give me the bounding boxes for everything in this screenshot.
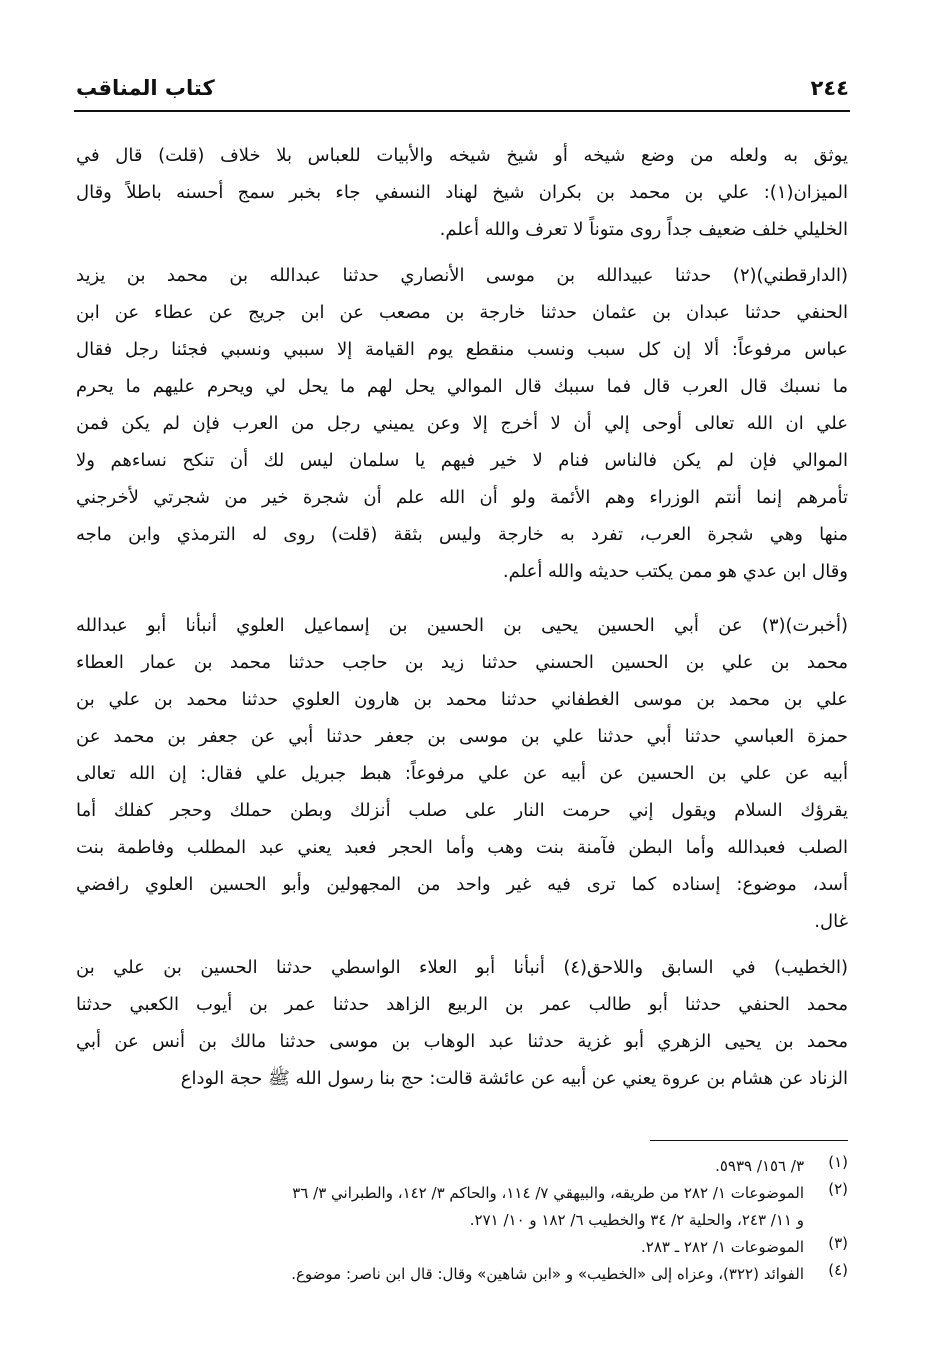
text-line: الموالي فإن لم يكن فالناس فنام لا خير فيهم يا سلمان ليس لك أن تنكح نساءهم ولا — [76, 450, 848, 471]
text-line: الميزان(١): علي بن محمد بن بكران شيخ لهناد النسفي جاء بخبر سمج أحسنه باطلاً وقال — [76, 182, 848, 203]
text-line: (الدارقطني)(٢) حدثنا عبيدالله بن موسى الأنصاري حدثنا عبدالله بن محمد بن يزيد — [76, 265, 848, 286]
header-rule — [74, 110, 850, 112]
text-line: الحنفي حدثنا عبدان بن عثمان حدثنا خارجة بن مصعب عن ابن جريج عن عطاء عن ابن — [76, 302, 848, 323]
text-line: تأمرهم إنما أنتم الوزراء وهم الأئمة ولو أن الله علم أن شجرة خير من شجرتي لأخرجني — [76, 487, 848, 508]
footnote-line: الفوائد (٣٢٢)، وعزاه إلى «الخطيب» و «ابن شاهين» وقال: قال ابن ناصر: موضوع. — [291, 1265, 804, 1283]
text-line: (الخطيب) في السابق واللاحق(٤) أنبأنا أبو العلاء الواسطي حدثنا الحسين بن علي بن — [76, 957, 848, 978]
text-line: الصلب فعبدالله وأما البطن فآمنة بنت وهب وأما الحجر فعبد يعني عبد المطلب وفاطمة بنت — [76, 837, 848, 858]
footnote-text — [76, 1261, 804, 1288]
text-line: ما نسبك قال العرب قال فما سببك قال الموالي يحل لهم ما يحل لي ويحرم عليهم ما يحرم — [76, 376, 848, 397]
footnote-line: ٣/ ١٥٦/ ٥٩٣٩. — [715, 1157, 804, 1175]
footnote-text — [76, 1180, 804, 1234]
paragraph — [76, 949, 848, 1097]
text-line: الزناد عن هشام بن عروة يعني عن أبيه عن عائشة قالت: حج بنا رسول الله ﷺ حجة الوداع — [180, 1068, 848, 1089]
page-number: ٢٤٤ — [810, 76, 849, 100]
footnote-number: (١) — [828, 1153, 848, 1171]
footnotes — [76, 1153, 848, 1288]
text-line: علي بن محمد بن موسى الغطفاني حدثنا محمد بن هارون العلوي حدثنا محمد بن علي بن — [76, 689, 848, 710]
text-line: محمد بن يحيى الزهري أبو غزية حدثنا عبد الوهاب بن موسى حدثنا مالك بن أنس عن أبي — [76, 1031, 848, 1052]
footnote-number: (٣) — [828, 1234, 848, 1252]
paragraph — [76, 257, 848, 590]
footnote-separator — [650, 1140, 848, 1141]
text-line: منها وهي شجرة العرب، تفرد به خارجة وليس بثقة (قلت) روى له الترمذي وابن ماجه — [76, 524, 848, 545]
text-line: يوثق به ولعله من وضع شيخه أو شيخ شيخه والأبيات للعباس بلا خلاف (قلت) قال في — [76, 145, 848, 166]
running-title: كتاب المناقب — [76, 76, 215, 100]
footnote-text — [76, 1234, 804, 1261]
text-line: يقرؤك السلام ويقول إني حرمت النار على صلب أنزلك وبطن حملك وحجر كفلك أما — [76, 800, 848, 821]
footnote-line: و ١١/ ٢٤٣، والحلية ٢/ ٣٤ والخطيب ٦/ ١٨٢ و ١٠/ ٢٧١. — [469, 1211, 804, 1229]
footnote-text — [76, 1153, 804, 1180]
text-line: الخليلي خلف ضعيف جداً روى متوناً لا تعرف والله أعلم. — [439, 219, 848, 240]
text-line: أسد، موضوع: إسناده كما ترى فيه غير واحد من المجهولين وأبو الحسين العلوي رافضي — [76, 874, 848, 895]
text-line: وقال ابن عدي هو ممن يكتب حديثه والله أعلم. — [502, 561, 848, 582]
footnote — [76, 1180, 848, 1234]
text-line: عباس مرفوعاً: ألا إن كل سبب ونسب منقطع يوم القيامة إلا سببي ونسبي فجئنا رجل فقال — [76, 339, 848, 360]
paragraph — [76, 607, 848, 940]
footnote — [76, 1153, 848, 1180]
text-line: محمد بن علي بن الحسين الحسني حدثنا زيد بن حاجب حدثنا محمد بن عمار العطاء — [76, 652, 848, 673]
footnote — [76, 1234, 848, 1261]
paragraph — [76, 137, 848, 248]
footnote-number: (٤) — [828, 1261, 848, 1279]
footnote — [76, 1261, 848, 1288]
footnote-number: (٢) — [828, 1180, 848, 1198]
footnote-line: الموضوعات ١/ ٢٨٢ ـ ٢٨٣. — [640, 1238, 804, 1256]
text-line: محمد الحنفي حدثنا أبو طالب عمر بن الربيع الزاهد حدثنا عمر بن أيوب الكعبي حدثنا — [76, 994, 848, 1015]
text-line: أبيه عن علي بن الحسين عن أبيه عن علي مرفوعاً: هبط جبريل علي فقال: إن الله تعالى — [76, 763, 848, 784]
text-line: غال. — [814, 911, 848, 932]
text-line: (أخبرت)(٣) عن أبي الحسين يحيى بن الحسين بن إسماعيل العلوي أنبأنا أبو عبدالله — [76, 615, 848, 636]
text-line: علي ان الله تعالى أوحى إلي أن لا أخرج إلا وعن يميني رجل من العرب فإن لم يكن فمن — [76, 413, 848, 434]
footnote-line: الموضوعات ١/ ٢٨٢ من طريقه، والبيهقي ٧/ ١١٤، والحاكم ٣/ ١٤٢، والطبراني ٣/ ٣٦ — [292, 1184, 804, 1202]
text-line: حمزة العباسي حدثنا أبي حدثنا علي بن موسى بن جعفر حدثنا أبي عن جعفر بن محمد عن — [76, 726, 848, 747]
